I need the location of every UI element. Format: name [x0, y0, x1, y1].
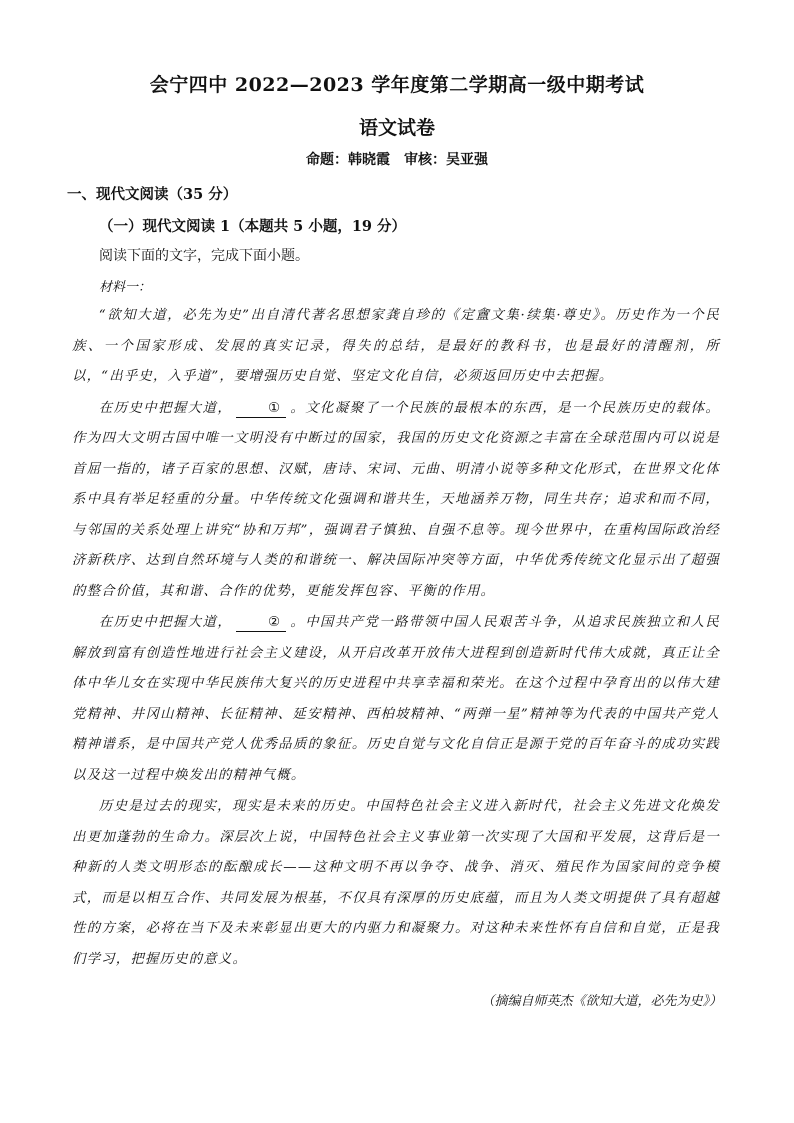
material-label: 材料一： — [99, 280, 152, 295]
paragraph-2-prefix: 在历史中把握大道， — [98, 400, 233, 416]
passage-source: （摘编自师英杰《欲知大道，必先为史》） — [481, 994, 722, 1009]
exam-title: 会宁四中 2022—2023 学年度第二学期高一级中期考试 — [149, 74, 645, 96]
exam-authors: 命题：韩晓霞 审核：吴亚强 — [306, 152, 488, 168]
paragraph-2-text: 。文化凝聚了一个民族的最根本的东西，是一个民族历史的载体。作为四大文明古国中唯一文明没有中断过的国家，我国的历史文化资源之丰富在全球范围内可以说是首屈一指的，诸子百家的思想、汉赋，唐诗、宋词、元曲、明清小说等多种文化形式，在世界文化体系中具有举足轻重的分量。中华传统文化强调和谐共生，天地涵养万物，同生共存；追求和而不同，与邻国的关系处理上讲究“协和万邦”，强调君子慎独、自强不息等。现今世界中，在重构国际政治经济新秩序、达到自然环境与人类的和谐统一、解决国际冲突等方面，中华优秀传统文化显示出了超强的整合价值，其和谐、合作的优势，更能发挥包容、平衡的作用。 — [72, 400, 720, 599]
passage-paragraph-4: 历史是过去的现实，现实是未来的历史。中国特色社会主义进入新时代，社会主义先进文化焕发出更加蓬勃的生命力。深层次上说，中国特色社会主义事业第一次实现了大国和平发展，这背后是一种新的人类文明形态的酝酿成长——这种文明不再以争夺、战争、消灭、殖民作为国家间的竞争模式，而是以相互合作、共同发展为根基，不仅具有深厚的历史底蕴，而且为人类文明提供了具有超越性的方案，必将在当下及未来彰显出更大的内驱力和凝聚力。对这种未来性怀有自信和自觉，正是我们学习，把握历史的意义。 — [72, 799, 720, 967]
paragraph-3-prefix: 在历史中把握大道， — [98, 615, 233, 630]
reading-instruction: 阅读下面的文字，完成下面小题。 — [99, 248, 309, 264]
passage-body — [72, 301, 720, 976]
subsection-heading: （一）现代文阅读 1（本题共 5 小题，19 分） — [99, 218, 407, 235]
fill-blank-1: ① — [236, 401, 286, 418]
passage-paragraph-2 — [72, 394, 720, 608]
section-heading: 一、现代文阅读（35 分） — [67, 186, 238, 203]
paragraph-3-text: 。中国共产党一路带领中国人民艰苦斗争，从追求民族独立和人民解放到富有创造性地进行社会主义建设，从开启改革开放伟大进程到创造新时代伟大成就，真正让全体中华儿女在实现中华民族伟大复兴的历史进程中共享幸福和荣光。在这个过程中孕育出的以伟大建党精神、井冈山精神、长征精神、延安精神、西柏坡精神、“两弹一星”精神等为代表的中国共产党人精神谱系，是中国共产党人优秀品质的象征。历史自觉与文化自信正是源于党的百年奋斗的成功实践以及这一过程中焕发出的精神气概。 — [72, 615, 720, 783]
fill-blank-2: ② — [236, 615, 286, 632]
passage-paragraph-3 — [72, 608, 720, 791]
passage-paragraph-1: “欲知大道，必先为史”出自清代著名思想家龚自珍的《定盦文集·续集·尊史》。历史作为一个民族、一个国家形成、发展的真实记录，得失的总结，是最好的教科书，也是最好的清醒剂，所以，“出乎史，入乎道”，要增强历史自觉、坚定文化自信，必须返回历史中去把握。 — [72, 308, 720, 384]
exam-subtitle: 语文试卷 — [358, 117, 435, 139]
